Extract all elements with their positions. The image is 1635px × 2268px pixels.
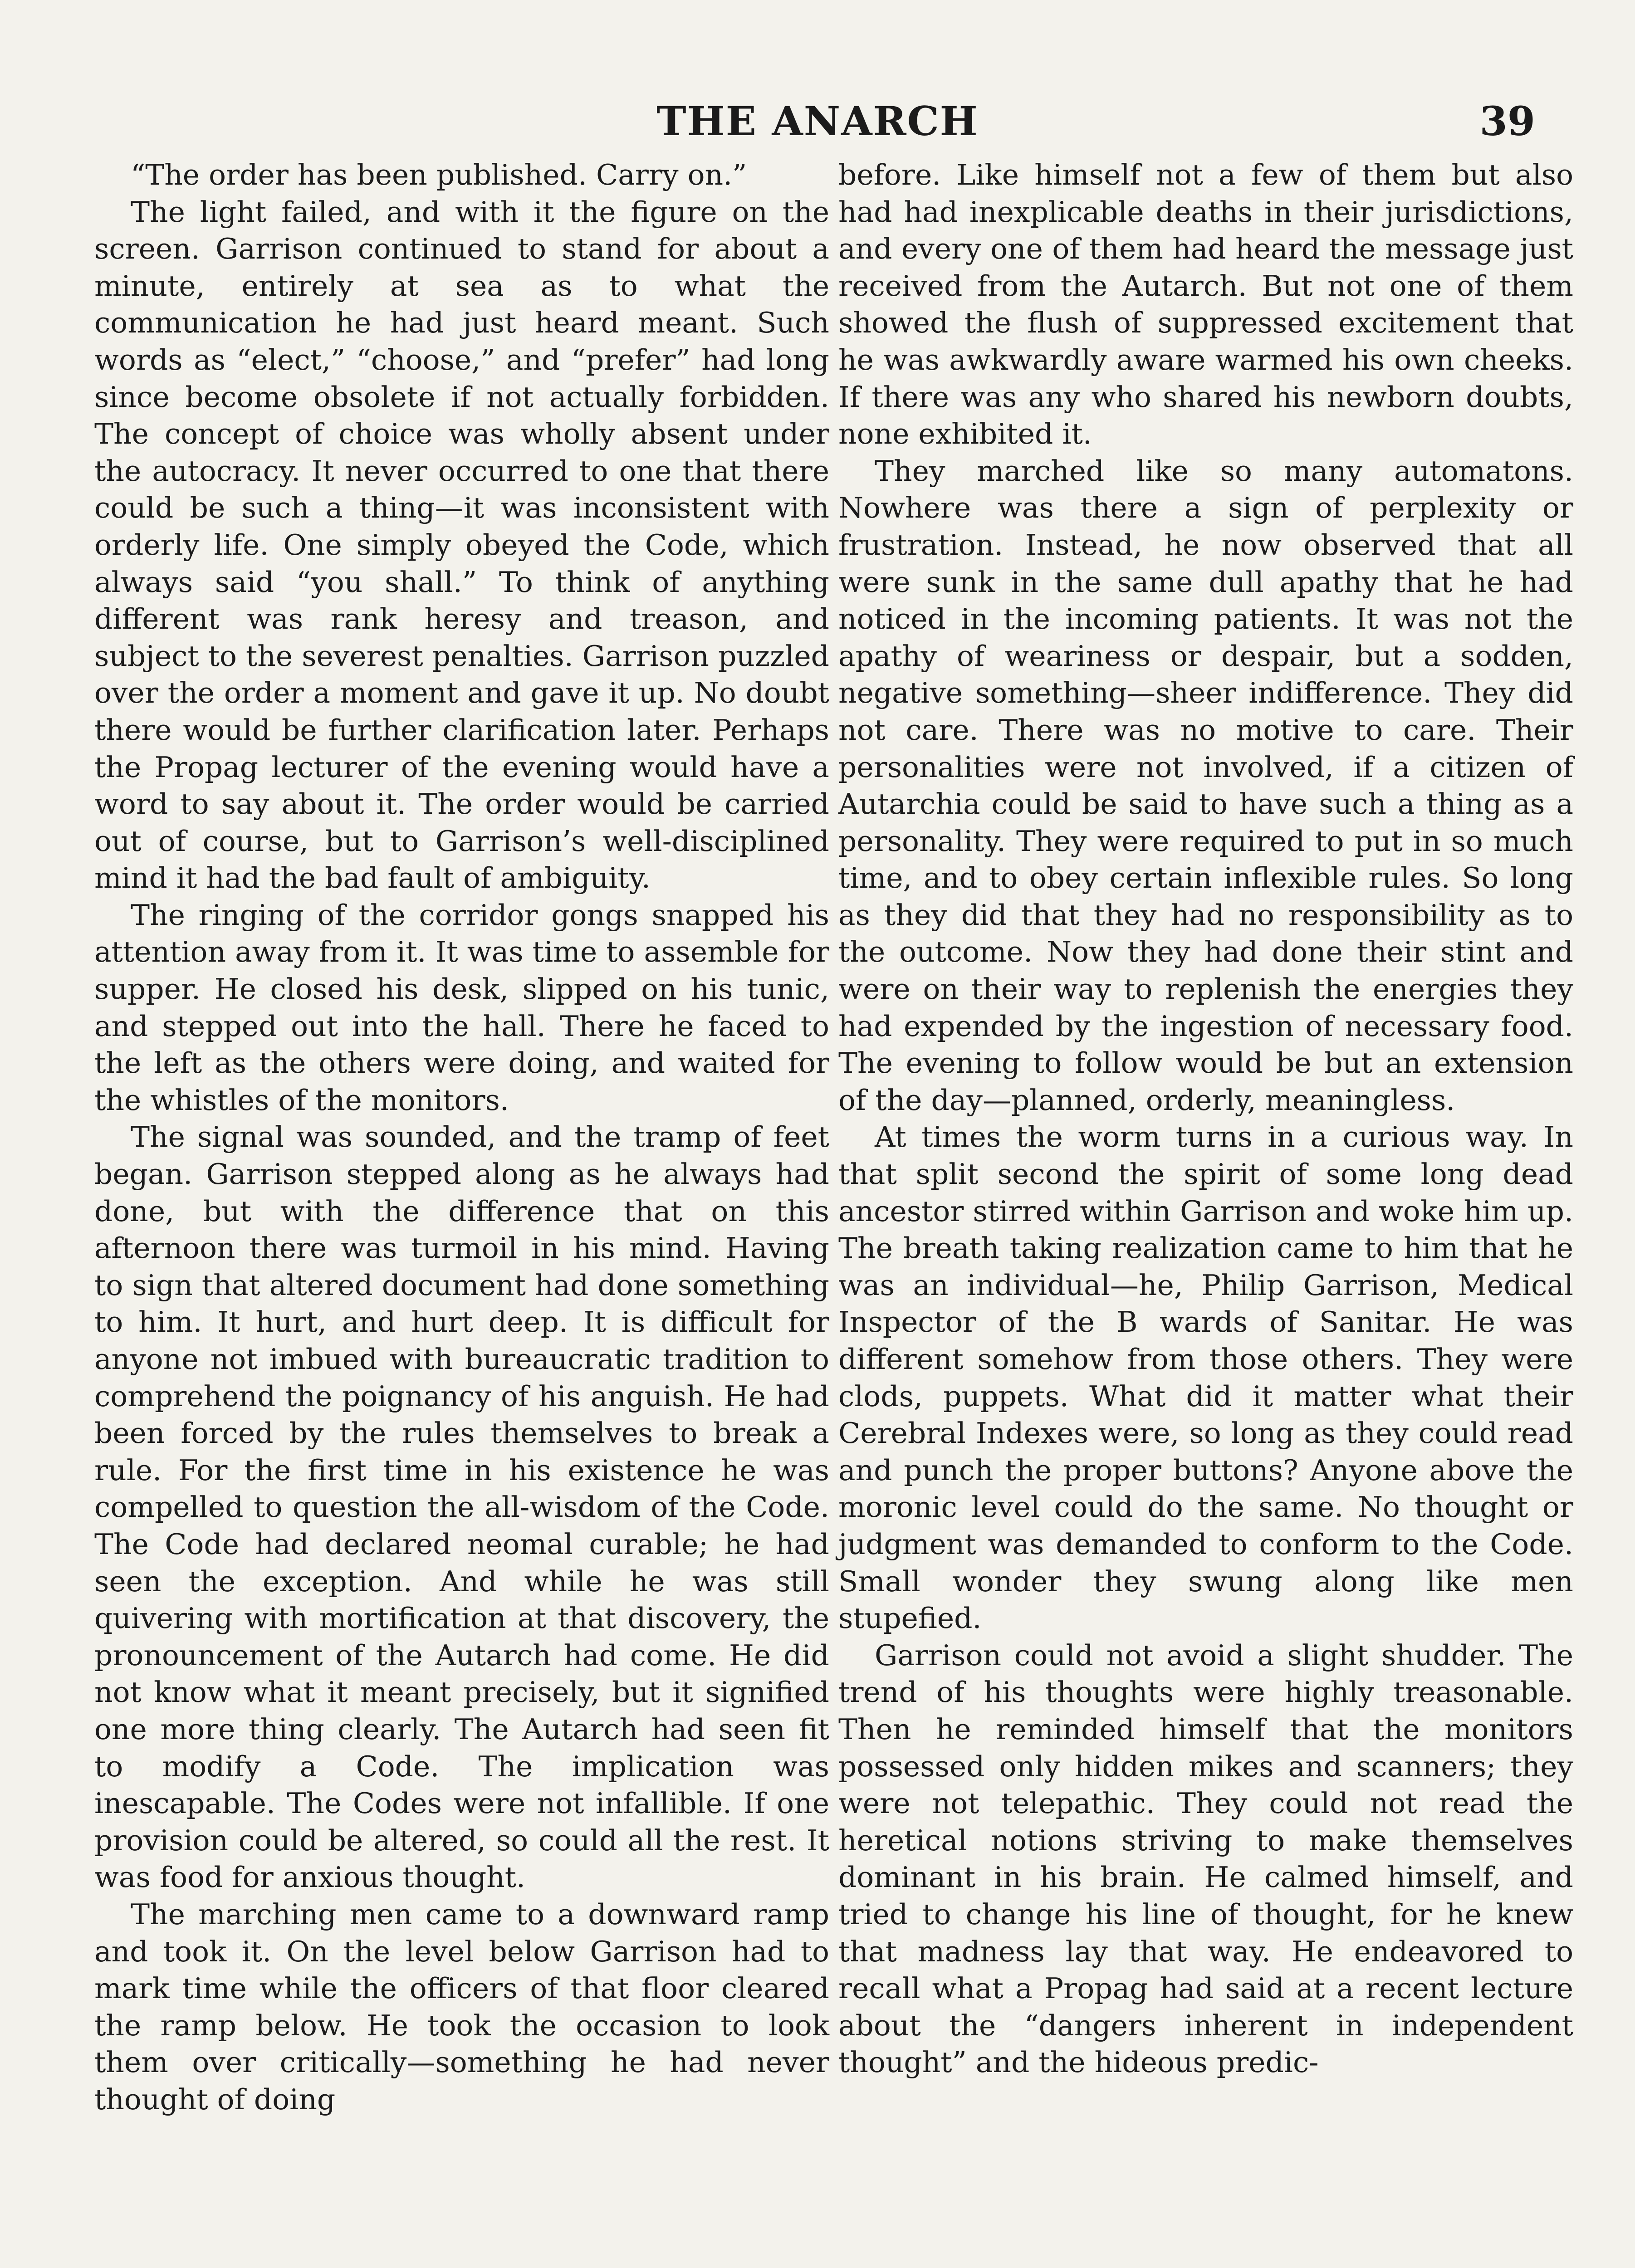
paragraph: The light failed, and with it the figure on the screen. Garrison continued to stand for about a minute, entirely at sea as to what the communication he had just heard meant. Such words as “elect,” “choose,” and “prefer” had long since become obsolete if not actually forbidden. The concept of choice was wholly absent under the autocracy. It never occurred to one that there could be such a thing—it was inconsistent with orderly life. One simply obeyed the Code, which always said “you shall.” To think of anything different was rank heresy and treason, and subject to the severest penalties. Garrison puzzled over the order a moment and gave it up. No doubt there would be further clarification later. Perhaps the Propag lecturer of the evening would have a word to say about it. The order would be carried out of course, but to Garrison’s well-disciplined mind it had the bad fault of ambiguity.: [94, 195, 829, 895]
paragraph: The marching men came to a downward ramp and took it. On the level below Garrison had to mark time while the officers of that floor cleared the ramp below. He took the occasion to look them over critically—something he had never thought of doing: [94, 1897, 829, 2116]
paragraph: Garrison could not avoid a slight shudder. The trend of his thoughts were highly treasonable. Then he reminded himself that the monitors possessed only hidden mikes and scanners; they were not telepathic. They could not read the heretical notions striving to make themselves dominant in his brain. He calmed himself, and tried to change his line of thought, for he knew that madness lay that way. He endeavored to recall what a Propag had said at a recent lecture about the “dangers inherent in independent thought” and the hideous predic-: [838, 1638, 1573, 2079]
running-title: THE ANARCH: [656, 98, 979, 145]
text-column-right: [838, 156, 1573, 2081]
paragraph-continued: before. Like himself not a few of them but also had had inexplicable deaths in their jurisdictions, and every one of them had heard the message just received from the Autarch. But not one of them showed the flush of suppressed excitement that he was awkwardly aware warmed his own cheeks. If there was any who shared his newborn doubts, none exhibited it.: [838, 158, 1573, 451]
paragraph: “The order has been published. Carry on.”: [131, 158, 747, 191]
page-number: 39: [1479, 98, 1535, 145]
text-column-left: [94, 156, 829, 2118]
paragraph: They marched like so many automatons. Nowhere was there a sign of perplexity or frustration. Instead, he now observed that all were sunk in the same dull apathy that he had noticed in the incoming patients. It was not the apathy of weariness or despair, but a sodden, negative something—sheer indifference. They did not care. There was no motive to care. Their personalities were not involved, if a citizen of Autarchia could be said to have such a thing as a personality. They were required to put in so much time, and to obey certain inflexible rules. So long as they did that they had no responsibility as to the outcome. Now they had done their stint and were on their way to replenish the energies they had expended by the ingestion of necessary food. The evening to follow would be but an extension of the day—planned, orderly, meaningless.: [838, 454, 1573, 1117]
paragraph: The signal was sounded, and the tramp of feet began. Garrison stepped along as he always had done, but with the difference that on this afternoon there was turmoil in his mind. Having to sign that altered document had done something to him. It hurt, and hurt deep. It is difficult for anyone not imbued with bureaucratic tradition to comprehend the poignancy of his anguish. He had been forced by the rules themselves to break a rule. For the first time in his existence he was compelled to question the all-wisdom of the Code. The Code had declared neomal curable; he had seen the exception. And while he was still quivering with mortification at that discovery, the pronouncement of the Autarch had come. He did not know what it meant precisely, but it signified one more thing clearly. The Autarch had seen fit to modify a Code. The implication was inescapable. The Codes were not infallible. If one provision could be altered, so could all the rest. It was food for anxious thought.: [94, 1120, 829, 1894]
paragraph: The ringing of the corridor gongs snapped his attention away from it. It was time to assemble for supper. He closed his desk, slipped on his tunic, and stepped out into the hall. There he faced to the left as the others were doing, and waited for the whistles of the monitors.: [94, 898, 829, 1117]
page-header: [0, 88, 1635, 156]
paragraph: At times the worm turns in a curious way. In that split second the spirit of some long dead ancestor stirred within Garrison and woke him up. The breath taking realization came to him that he was an individual—he, Philip Garrison, Medical Inspector of the B wards of Sanitar. He was different somehow from those others. They were clods, puppets. What did it matter what their Cerebral Indexes were, so long as they could read and punch the proper buttons? Anyone above the moronic level could do the same. No thought or judgment was demanded to conform to the Code. Small wonder they swung along like men stupefied.: [838, 1120, 1573, 1635]
